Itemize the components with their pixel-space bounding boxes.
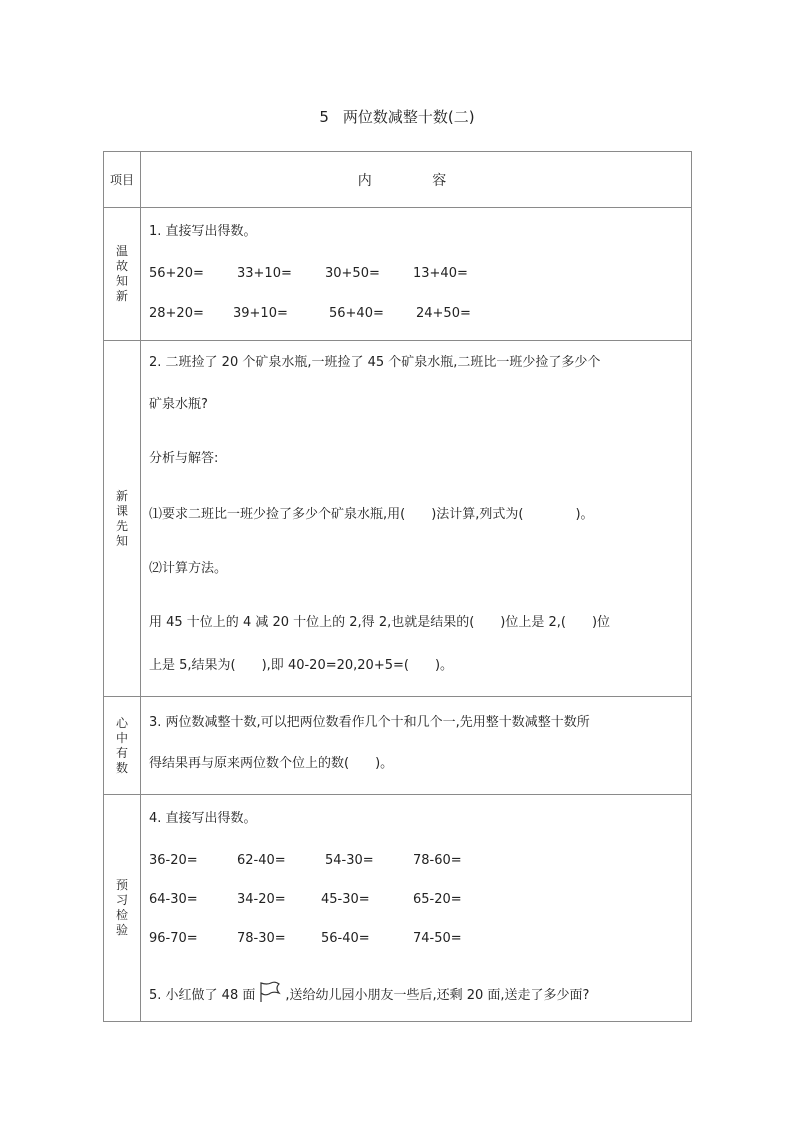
preview-content	[141, 795, 692, 1022]
newlesson-label: 新课先知	[115, 488, 128, 548]
review-item: 30+50=	[325, 266, 380, 281]
analysis-part-1: ⑴要求二班比一班少捡了多少个矿泉水瓶,用( )法计算,列式为( )。	[149, 507, 594, 522]
summary-label: 心中有数	[115, 715, 128, 775]
section-summary	[104, 697, 692, 795]
question-5	[149, 981, 589, 1003]
question-1: 1. 直接写出得数。	[149, 224, 257, 239]
review-item: 24+50=	[416, 306, 471, 321]
question-5-end: ,送给幼儿园小朋友一些后,还剩 20 面,送走了多少面?	[285, 988, 590, 1003]
newlesson-content	[141, 341, 692, 697]
review-item: 28+20=	[149, 306, 204, 321]
preview-item: 45-30=	[321, 892, 370, 907]
question-4: 4. 直接写出得数。	[149, 811, 257, 826]
header-content: 内 容	[141, 152, 692, 208]
review-item: 33+10=	[237, 266, 292, 281]
preview-item: 62-40=	[237, 853, 286, 868]
review-label: 温故知新	[115, 244, 128, 303]
section-newlesson	[104, 341, 692, 697]
question-3-line-1: 3. 两位数减整十数,可以把两位数看作几个十和几个一,先用整十数减整十数所	[149, 715, 590, 730]
preview-item: 54-30=	[325, 853, 374, 868]
question-5-start: 5. 小红做了 48 面	[149, 988, 256, 1003]
preview-item: 78-60=	[413, 853, 462, 868]
preview-label: 预习检验	[115, 878, 128, 937]
section-review	[104, 208, 692, 341]
review-label-cell	[104, 208, 141, 341]
summary-content	[141, 697, 692, 795]
analysis-part-2: ⑵计算方法。	[149, 561, 228, 576]
preview-label-cell	[104, 795, 141, 1022]
newlesson-label-cell	[104, 341, 141, 697]
preview-item: 65-20=	[413, 892, 462, 907]
review-item: 56+40=	[329, 306, 384, 321]
question-2-line-2: 矿泉水瓶?	[149, 397, 208, 412]
preview-item: 34-20=	[237, 892, 286, 907]
header-label: 项目	[104, 152, 141, 208]
question-3-line-2: 得结果再与原来两位数个位上的数( )。	[149, 756, 394, 771]
section-preview	[104, 795, 692, 1022]
question-2-line-1: 2. 二班捡了 20 个矿泉水瓶,一班捡了 45 个矿泉水瓶,二班比一班少捡了多少个	[149, 355, 601, 370]
review-item: 39+10=	[233, 306, 288, 321]
preview-item: 96-70=	[149, 931, 198, 946]
method-line-2: 上是 5,结果为( ),即 40-20=20,20+5=( )。	[149, 658, 454, 673]
method-line-1: 用 45 十位上的 4 减 20 十位上的 2,得 2,也就是结果的( )位上是 2,( )位	[149, 615, 611, 630]
page-title	[0, 106, 794, 127]
preview-item: 78-30=	[237, 931, 286, 946]
flag-icon	[258, 981, 282, 1003]
summary-label-cell	[104, 697, 141, 795]
review-content	[141, 208, 692, 341]
lesson-number: 5	[319, 108, 329, 126]
preview-item: 36-20=	[149, 853, 198, 868]
preview-item: 74-50=	[413, 931, 462, 946]
review-item: 13+40=	[413, 266, 468, 281]
worksheet-table	[103, 151, 692, 1022]
lesson-title: 两位数减整十数(二)	[342, 108, 475, 126]
review-item: 56+20=	[149, 266, 204, 281]
header-row	[104, 152, 692, 208]
preview-item: 64-30=	[149, 892, 198, 907]
preview-item: 56-40=	[321, 931, 370, 946]
analysis-heading: 分析与解答:	[149, 451, 219, 466]
